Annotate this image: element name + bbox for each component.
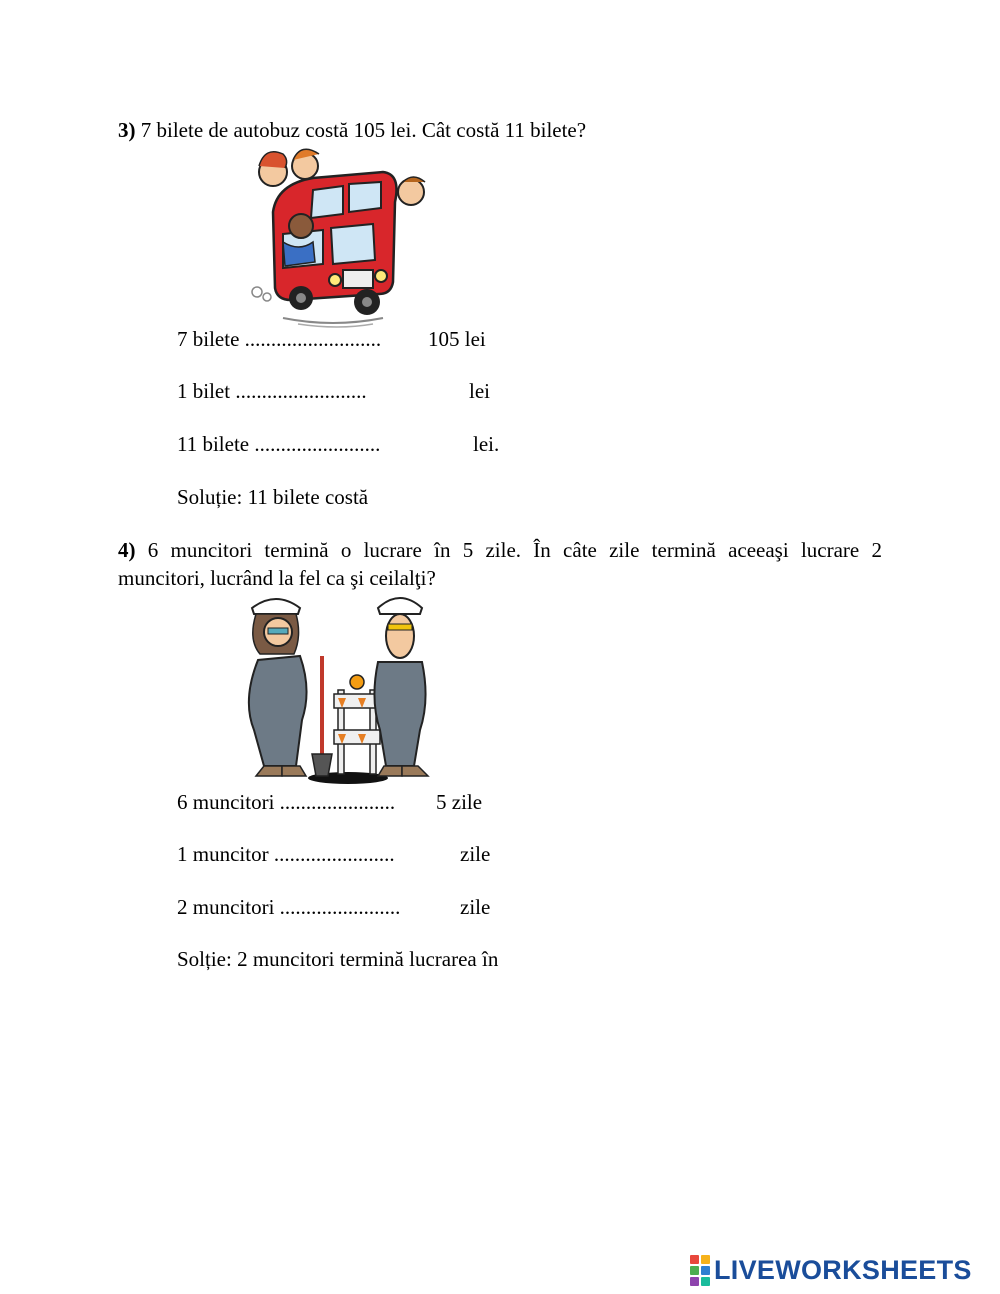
- row-value: zile: [460, 895, 491, 919]
- problem-3-solution: Soluție: 11 bilete costă: [177, 485, 369, 509]
- row-label: 11 bilete ........................: [177, 432, 381, 456]
- row-label: 1 bilet .........................: [177, 379, 367, 403]
- problem-4-row-2: [177, 842, 395, 867]
- row-value: 105 lei: [428, 327, 486, 351]
- problem-4-number: 4): [118, 538, 136, 562]
- problem-4-row-3: [177, 895, 400, 920]
- problem-3-row-1: [177, 327, 381, 352]
- bus-with-passengers-illustration: [243, 142, 433, 328]
- problem-3-row-2: [177, 379, 367, 404]
- problem-4-statement-line-1: [118, 538, 882, 563]
- problem-3-row-3: [177, 432, 380, 457]
- problem-3-statement: [118, 118, 586, 143]
- problem-3-number: 3): [118, 118, 136, 142]
- row-label: 1 muncitor .......................: [177, 842, 395, 866]
- liveworksheets-logo: [690, 1254, 972, 1286]
- row-value: 5 zile: [436, 790, 483, 814]
- problem-4-statement-line-2: muncitori, lucrând la fel ca şi ceilalţi?: [118, 566, 436, 590]
- row-value: lei: [469, 379, 490, 403]
- row-label: 7 bilete ..........................: [177, 327, 382, 351]
- problem-3-text: 7 bilete de autobuz costă 105 lei. Cât costă 11 bilete?: [135, 118, 587, 142]
- problem-4-row-1: [177, 790, 395, 815]
- construction-workers-illustration: [238, 590, 438, 786]
- logo-text: LIVEWORKSHEETS: [714, 1254, 972, 1285]
- row-label: 6 muncitori ......................: [177, 790, 396, 814]
- problem-4-solution: Solție: 2 muncitori termină lucrarea în: [177, 947, 499, 971]
- row-label: 2 muncitori .......................: [177, 895, 401, 919]
- logo-squares-icon: [690, 1255, 710, 1286]
- problem-4-text: 6 muncitori termină o lucrare în 5 zile. În câte zile termină aceeaşi lucrare 2: [135, 538, 882, 562]
- row-value: lei.: [473, 432, 500, 456]
- row-value: zile: [460, 842, 491, 866]
